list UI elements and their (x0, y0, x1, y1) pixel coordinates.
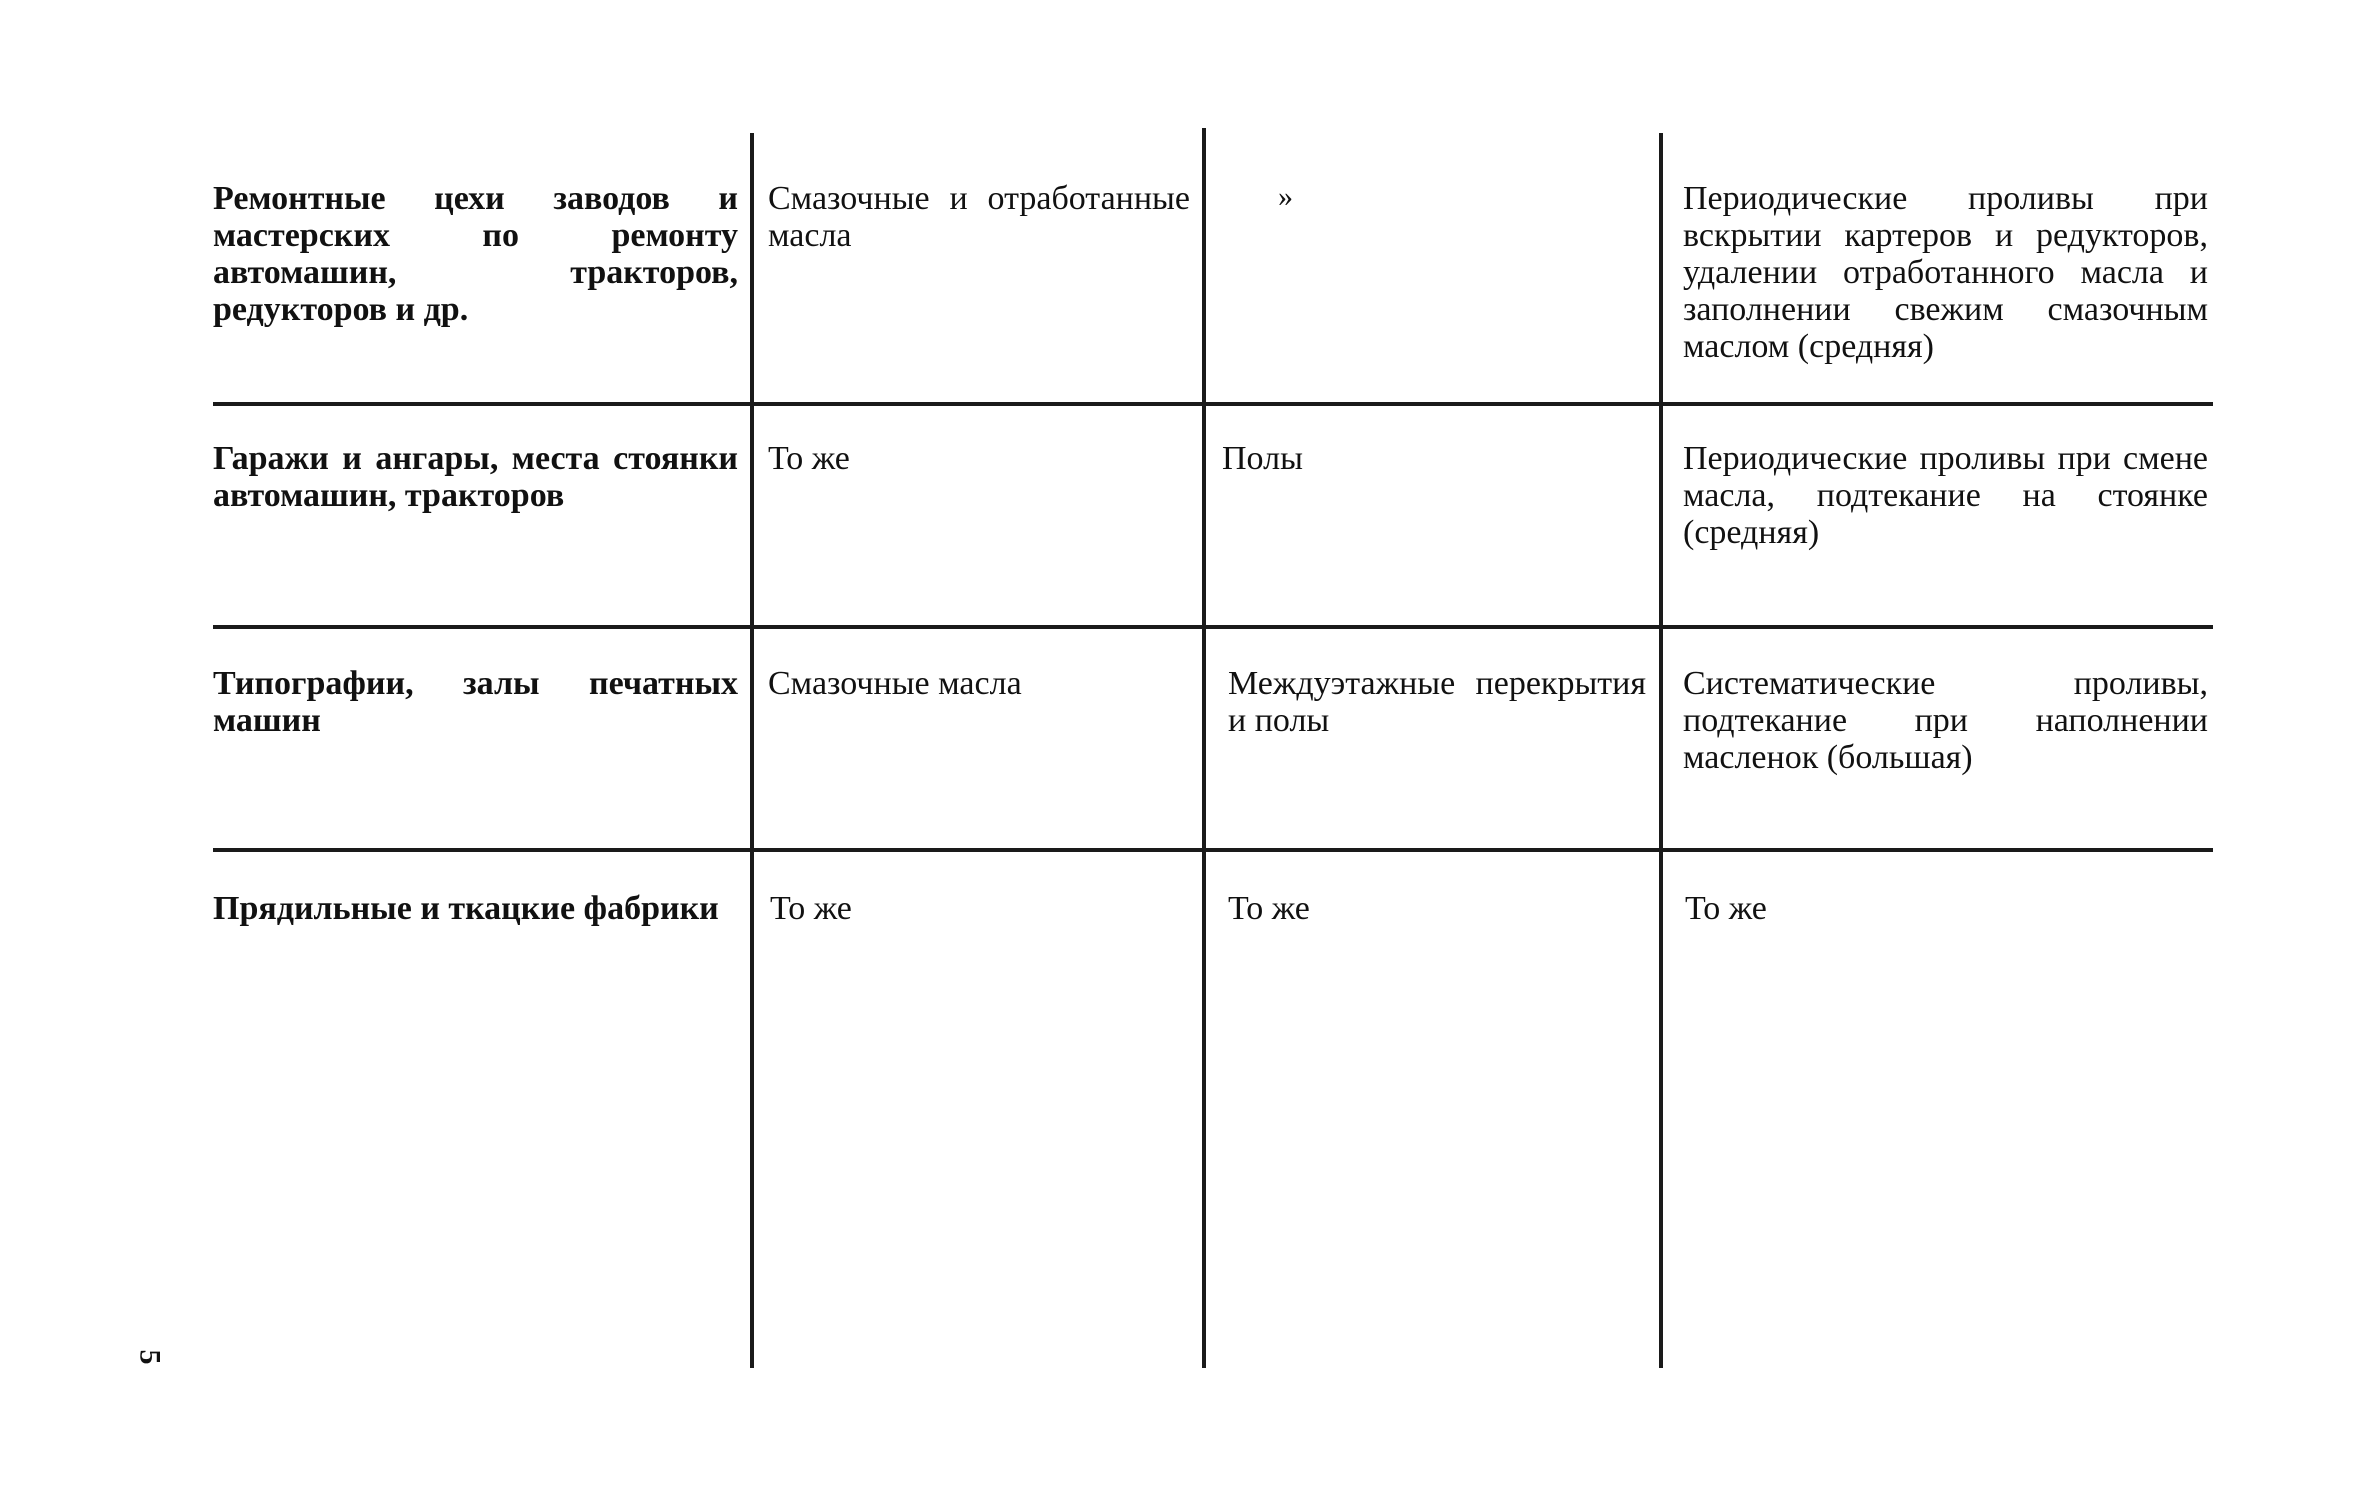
column-divider-3 (1659, 133, 1663, 1368)
table-cell-spill: То же (1685, 890, 1767, 927)
column-divider-2 (1202, 128, 1206, 1368)
table-cell-surface: То же (1228, 890, 1310, 927)
table-cell-spill: Периодические проливы при смене масла, подтекание на стоянке (средняя) (1683, 440, 2208, 551)
row-divider-1 (213, 402, 2213, 406)
table-cell-spill: Систематические проливы, подтекание при наполнении масленок (большая) (1683, 665, 2208, 776)
page-number: 5 (133, 1349, 167, 1365)
table-cell-facility: Ремонтные цехи заводов и мастерских по ремонту автомашин, тракторов, редукторов и др. (213, 180, 738, 328)
table-cell-surface: Полы (1222, 440, 1303, 477)
table-cell-substance: То же (768, 440, 850, 477)
table-cell-facility: Типографии, залы печатных машин (213, 665, 738, 739)
table-cell-surface: Междуэтажные перекрытия и полы (1228, 665, 1646, 739)
table-cell-substance: То же (770, 890, 852, 927)
ditto-mark: » (1278, 180, 1293, 213)
table-cell-facility: Прядильные и ткацкие фабрики (213, 890, 719, 927)
row-divider-3 (213, 848, 2213, 852)
column-divider-1 (750, 133, 754, 1368)
table-cell-facility: Гаражи и ангары, места стоянки автомашин, тракторов (213, 440, 738, 514)
table-cell-spill: Периодические проливы при вскрытии картеров и редукторов, удалении отработанного масла и заполнении свежим смазочным маслом (средняя) (1683, 180, 2208, 365)
table-cell-substance: Смазочные масла (768, 665, 1022, 702)
table-cell-substance: Смазочные и отработанные масла (768, 180, 1190, 254)
row-divider-2 (213, 625, 2213, 629)
